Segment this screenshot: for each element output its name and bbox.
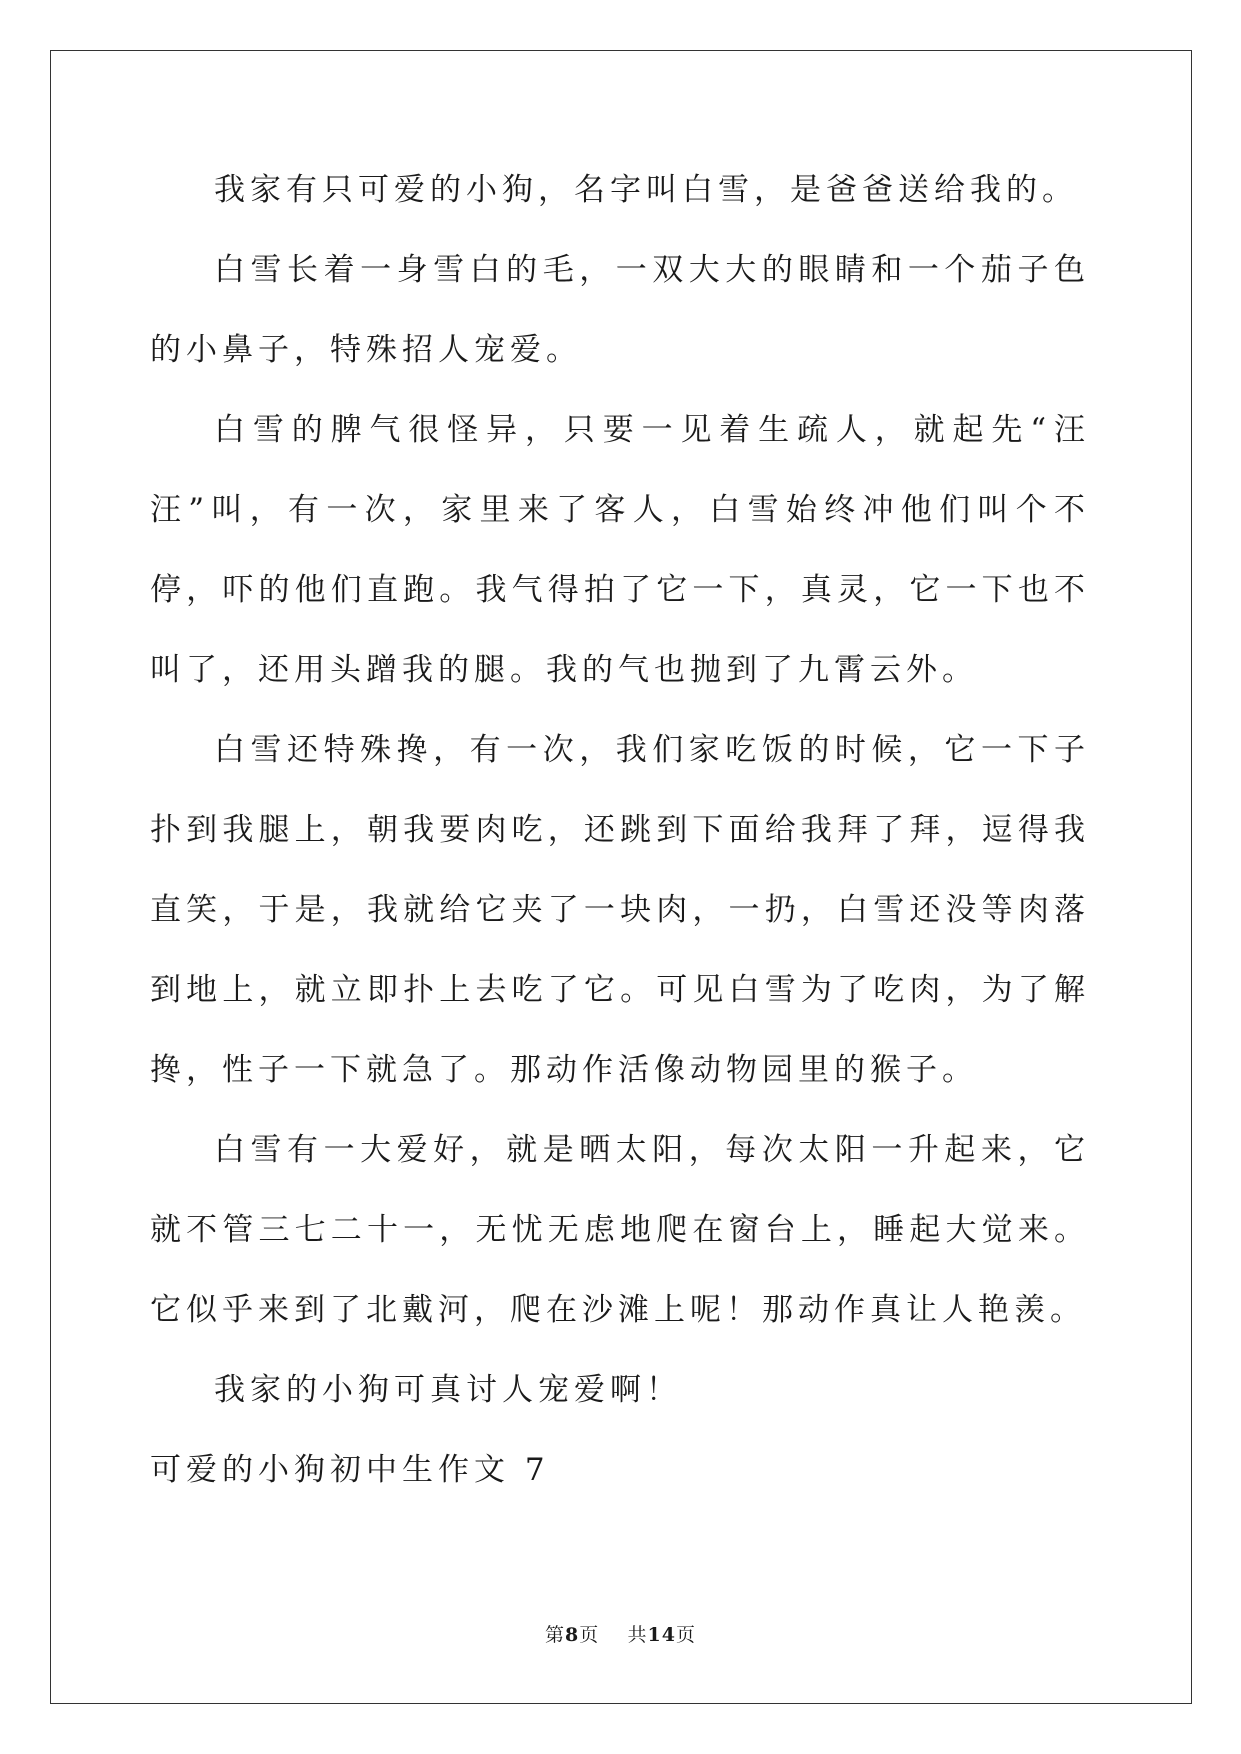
footer-prefix: 第 — [545, 1624, 566, 1646]
footer-total-prefix: 共 — [627, 1624, 648, 1646]
next-essay-title: 可爱的小狗初中生作文 7 — [150, 1452, 550, 1488]
footer-total-pages: 14 — [647, 1624, 676, 1646]
paragraph-4: 白雪还特殊搀，有一次，我们家吃饭的时候，它一下子扑到我腿上，朝我要肉吃，还跳到下面给我拜了拜，逗得我直笑，于是，我就给它夹了一块肉，一扔，白雪还没等肉落到地上，就立即扑上去吃了它。可见白雪为了吃肉，为了解搀，性子一下就急了。那动作活像动物园里的猴子。 — [150, 732, 1090, 1088]
page-footer — [0, 1620, 1241, 1647]
paragraph-3: 白雪的脾气很怪异，只要一见着生疏人，就起先“汪汪”叫，有一次，家里来了客人，白雪始终冲他们叫个不停，吓的他们直跑。我气得拍了它一下，真灵，它一下也不叫了，还用头蹭我的腿。我的气也抛到了九霄云外。 — [150, 412, 1090, 688]
footer-total-unit: 页 — [675, 1624, 696, 1646]
footer-page-unit: 页 — [579, 1624, 600, 1646]
footer-page-number: 8 — [565, 1624, 580, 1646]
paragraph-1: 我家有只可爱的小狗，名字叫白雪，是爸爸送给我的。 — [214, 172, 1078, 208]
paragraph-2: 白雪长着一身雪白的毛，一双大大的眼睛和一个茄子色的小鼻子，特殊招人宠爱。 — [150, 252, 1090, 368]
paragraph-6: 我家的小狗可真讨人宠爱啊！ — [214, 1372, 682, 1408]
paragraph-5: 白雪有一大爱好，就是晒太阳，每次太阳一升起来，它就不管三七二十一，无忧无虑地爬在窗台上，睡起大觉来。它似乎来到了北戴河，爬在沙滩上呢！那动作真让人艳羡。 — [150, 1132, 1090, 1328]
essay-body — [150, 150, 1090, 1510]
